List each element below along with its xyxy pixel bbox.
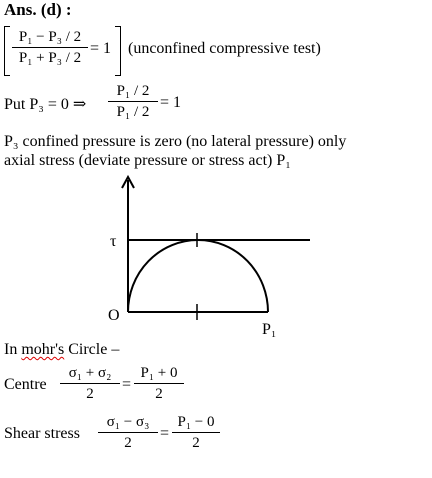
tau-label: τ: [110, 233, 117, 250]
para-line-2: axial stress (deviate pressure or stress act) P₁: [4, 152, 291, 169]
eq2-rhs: = 1: [160, 94, 182, 111]
eq1-note: (unconfined compressive test): [128, 40, 321, 57]
eq2-numerator: P₁ / 2: [116, 83, 150, 99]
fraction-bar: [98, 432, 158, 433]
eq1-denominator: P₁ + P₃ / 2: [18, 50, 82, 66]
mohr-caption: [4, 341, 119, 359]
shear-den-right: 2: [192, 435, 200, 451]
origin-label: O: [108, 307, 120, 324]
mohr-semicircle: [128, 240, 268, 312]
mohr-caption-word: mohr's: [21, 341, 65, 358]
mohr-caption-prefix: In: [4, 341, 22, 358]
centre-fraction-right: [134, 364, 184, 403]
eq2-denominator: P₁ / 2: [116, 104, 150, 120]
mohr-caption-suffix: Circle –: [64, 341, 120, 358]
shear-num-right: P₁ − 0: [177, 414, 215, 430]
p1-label: P₁: [262, 321, 277, 338]
centre-label: Centre: [4, 376, 47, 393]
shear-label: Shear stress: [4, 425, 80, 442]
eq2-prefix: Put P₃ = 0 ⇒: [4, 96, 87, 113]
fraction-bar: [60, 383, 120, 384]
eq1-numerator: P₁ − P₃ / 2: [18, 29, 82, 45]
centre-den-right: 2: [155, 386, 163, 402]
centre-num-left: σ₁ + σ₂: [68, 365, 112, 381]
answer-heading: Ans. (d) :: [4, 0, 72, 19]
shear-den-left: 2: [124, 435, 132, 451]
centre-num-right: P₁ + 0: [140, 365, 178, 381]
shear-fraction-left: [98, 413, 158, 452]
shear-equals: =: [160, 425, 170, 442]
fraction-bar: [172, 432, 220, 433]
centre-den-left: 2: [86, 386, 94, 402]
centre-fraction-left: [60, 364, 120, 403]
eq1-rhs: = 1: [90, 40, 112, 57]
shear-fraction-right: [172, 413, 220, 452]
centre-equals: =: [122, 376, 132, 393]
shear-num-left: σ₁ − σ₃: [106, 414, 150, 430]
para-line-1: P₃ confined pressure is zero (no lateral pressure) only: [4, 133, 347, 150]
fraction-bar: [134, 383, 184, 384]
